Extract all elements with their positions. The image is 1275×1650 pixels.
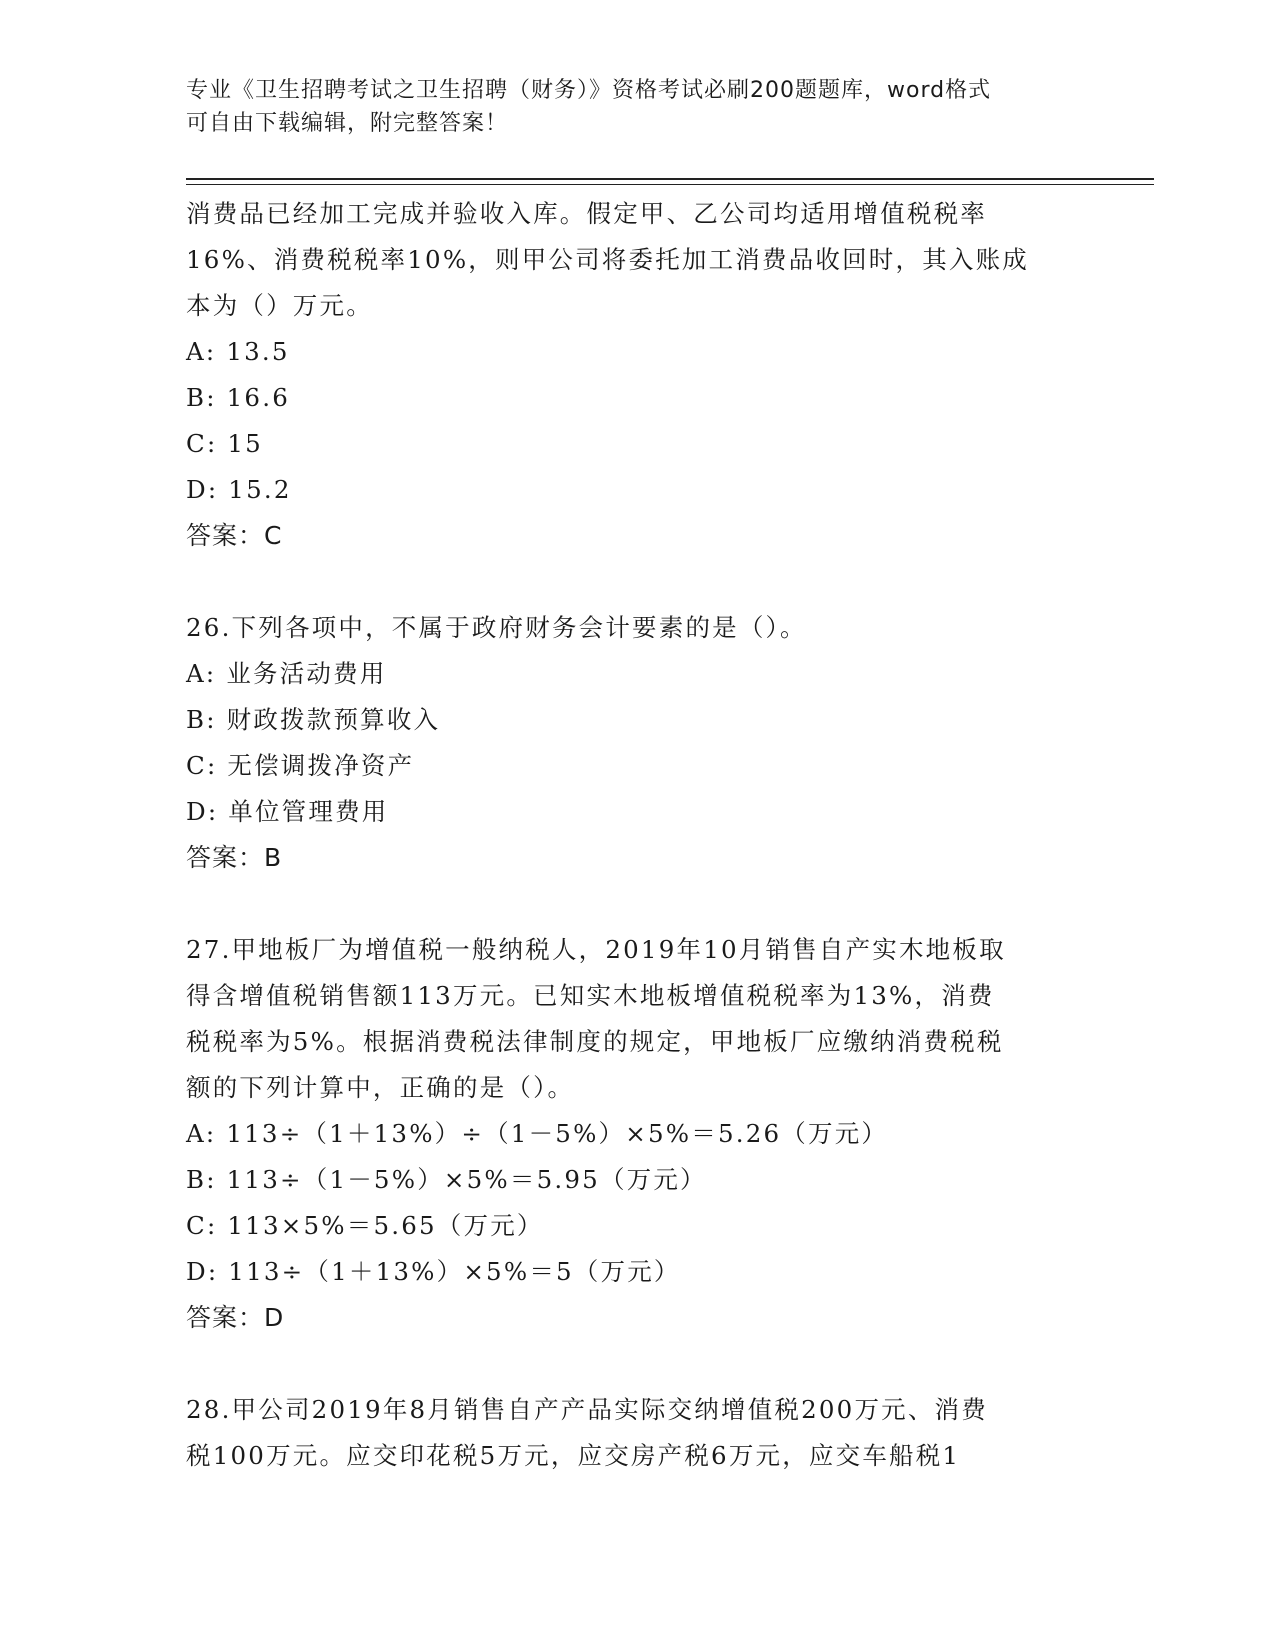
- q27-text-line: 税税率为5%。根据消费税法律制度的规定，甲地板厂应缴纳消费税税: [186, 1027, 1004, 1056]
- header-rule-thin: [186, 184, 1154, 185]
- q27-answer: 答案：D: [186, 1303, 285, 1332]
- q26-option-d: D: 单位管理费用: [186, 797, 389, 826]
- q27-text-line: 额的下列计算中，正确的是（）。: [186, 1073, 575, 1102]
- q26-option-a: A: 业务活动费用: [186, 659, 387, 688]
- q27-text-line: 得含增值税销售额113万元。已知实木地板增值税税率为13%，消费: [186, 981, 995, 1010]
- q25-text-line: 16%、消费税税率10%，则甲公司将委托加工消费品收回时，其入账成: [186, 245, 1030, 274]
- q26-option-c: C: 无偿调拨净资产: [186, 751, 415, 780]
- q28-text-line: 税100万元。应交印花税5万元，应交房产税6万元，应交车船税1: [186, 1441, 961, 1470]
- q25-option-a: A: 13.5: [186, 337, 290, 366]
- q25-text-line: 消费品已经加工完成并验收入库。假定甲、乙公司均适用增值税税率: [186, 199, 987, 228]
- q26-text-line: 26.下列各项中，不属于政府财务会计要素的是（）。: [186, 613, 807, 642]
- q27-option-d: D: 113÷（1＋13%）×5%＝5（万元）: [186, 1257, 681, 1286]
- document-header: [186, 74, 1066, 140]
- q26-answer: 答案：B: [186, 843, 283, 872]
- q27-option-c: C: 113×5%＝5.65（万元）: [186, 1211, 544, 1240]
- q25-answer: 答案：C: [186, 521, 283, 550]
- header-rule-thick: [186, 178, 1154, 180]
- q25-option-c: C: 15: [186, 429, 263, 458]
- q27-option-b: B: 113÷（1－5%）×5%＝5.95（万元）: [186, 1165, 707, 1194]
- question-content: [186, 191, 1076, 1479]
- q28-text-line: 28.甲公司2019年8月销售自产产品实际交纳增值税200万元、消费: [186, 1395, 988, 1424]
- header-line-2: 可自由下载编辑，附完整答案！: [186, 111, 509, 136]
- q25-text-line: 本为（）万元。: [186, 291, 373, 320]
- q25-option-b: B: 16.6: [186, 383, 290, 412]
- q27-option-a: A: 113÷（1＋13%）÷（1－5%）×5%＝5.26（万元）: [186, 1119, 889, 1148]
- header-line-1: 专业《卫生招聘考试之卫生招聘（财务）》资格考试必刷200题题库，word格式: [186, 78, 992, 103]
- q26-option-b: B: 财政拨款预算收入: [186, 705, 441, 734]
- q25-option-d: D: 15.2: [186, 475, 292, 504]
- q27-text-line: 27.甲地板厂为增值税一般纳税人，2019年10月销售自产实木地板取: [186, 935, 1006, 964]
